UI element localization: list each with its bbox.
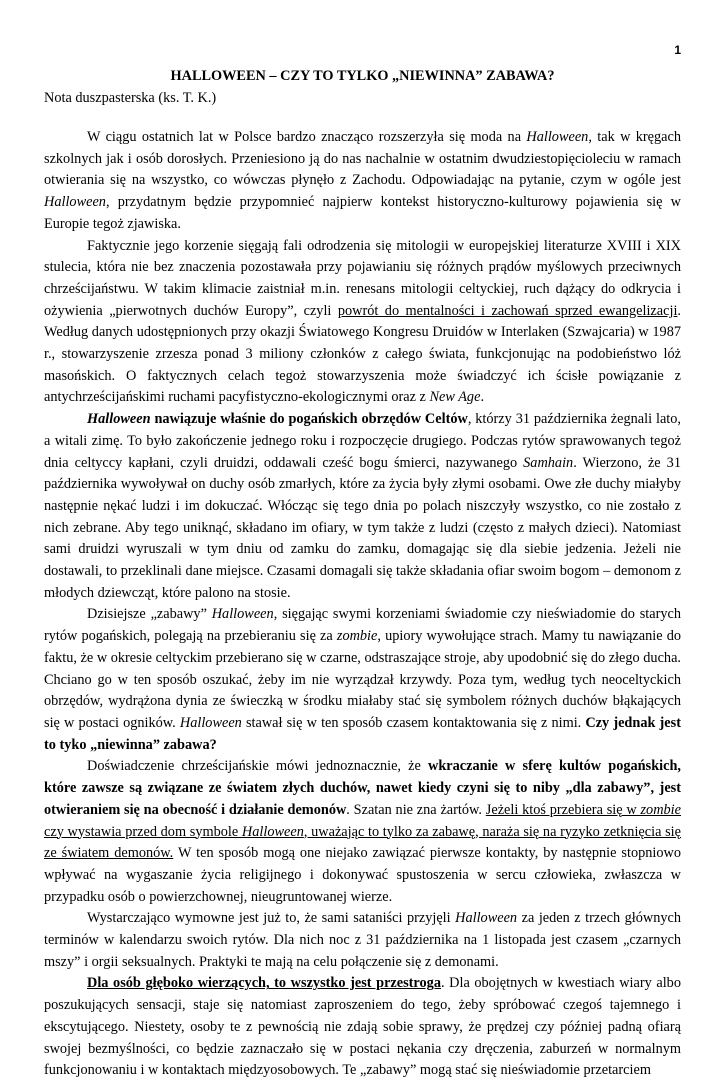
document-page xyxy=(44,0,682,1079)
paragraph-5: Doświadczenie chrześcijańskie mówi jednoznacznie, że wkraczanie w sferę kultów pogańskich, które zawsze są związane ze światem złych duchów, nawet kiedy czyni się to niby „dla zabawy”, jest otwieraniem się na obecność i działanie demonów. Szatan nie zna żartów. Jeżeli ktoś przebiera się w zombie czy wystawia przed dom symbole Halloween, uważając to tylko za zabawę, naraża się na ryzyko zetknięcia się ze światem demonów. W ten sposób mogą one niejako zawiązać pierwsze kontakty, by następnie stopniowo wpływać na wygaszanie życia religijnego i dokonywać spustoszenia w sercu człowieka, zwłaszcza w przypadku osób o powierzchownej, nieugruntowanej wierze. xyxy=(44,758,682,905)
paragraph-3: Halloween nawiązuje właśnie do pogańskich obrzędów Celtów, którzy 31 października żegnali lato, a witali zimę. To było zakończenie jednego roku i rozpoczęcie drugiego. Podczas rytów sprawowanych tegoż dnia celtyccy kapłani, czyli druidzi, oddawali cześć bogu śmierci, nazywanego Samhain. Wierzono, że 31 października wywoływał on duchy osób zmarłych, które za życia były złymi osobami. Owe złe duchy miałyby następnie nękać ludzi i im dokuczać. Włócząc się tego dnia po polach niszczyły wszystko, co nie zostało z nich zebrane. Aby tego uniknąć, składano im ofiary, w tym także z ludzi (często z małych dzieci). Natomiast sami druidzi wyruszali w tym dniu od zamku do zamku, domagając się dla siebie jedzenia. Jeżeli nie dostawali, to przeklinali dane miejsce. Czasami domagali się także składania ofiar swoim bogom – demonom z młodych dziewcząt, które palono na stosie. xyxy=(44,411,681,601)
paragraph-1: W ciągu ostatnich lat w Polsce bardzo znacząco rozszerzyła się moda na Halloween, tak w kręgach szkolnych jak i osób dorosłych. Przeniesiono ją do nas nachalnie w ostatnim dwudziestopięcioleciu w ramach otwierania się na wszystko, co wówczas płynęło z Zachodu. Odpowiadając na pytanie, czym w ogóle jest Halloween, przydatnym będzie przypomnieć najpierw kontekst historyczno-kulturowy pojawienia się w Europie tegoż zjawiska. xyxy=(44,129,681,232)
document-subtitle: Nota duszpasterska (ks. T. K.) xyxy=(44,90,217,106)
page-number: 1 xyxy=(674,43,681,57)
paragraph-4: Dzisiejsze „zabawy” Halloween, sięgając swymi korzeniami świadomie czy nieświadomie do starych rytów pogańskich, polegają na przebieraniu się za zombie, upiory wywołujące strach. Mamy tu nawiązanie do faktu, że w okresie celtyckim przebierano się w czarne, odstraszające stroje, aby upodobnić się do złego ducha. Chciano go w ten sposób oszukać, żeby im nie wyrządzał krzywdy. Poza tym, według tych neoceltyckich obrzędów, wydrążona dynia ze świeczką w środku miałaby stać się symbolem różnych duchów błąkających się w postaci ogników. Halloween stawał się w ten sposób czasem kontaktowania się z nimi. Czy jednak jest to tyko „niewinna” zabawa? xyxy=(44,606,682,753)
paragraph-6: Wystarczająco wymowne jest już to, że sami sataniści przyjęli Halloween za jeden z trzech głównych terminów w kalendarzu swoich rytów. Dla nich noc z 31 października na 1 listopada jest czasem „czarnych mszy” i orgii seksualnych. Praktyki te mają na celu połączenie się z demonami. xyxy=(44,910,682,970)
paragraph-7: Dla osób głęboko wierzących, to wszystko jest przestroga. Dla obojętnych w kwestiach wiary albo poszukujących sensacji, staje się natomiast zaproszeniem do tego, żeby spróbować czegoś tajemnego i ekscytującego. Niestety, osoby te z pewnością nie zdają sobie sprawy, że prędzej czy później padną ofiarą swojej bezmyślności, co będzie zaznaczało się w postaci nękania czy dręczenia, zaburzeń w normalnym funkcjonowaniu i w kontaktach międzyosobowych. Te „zabawy” mogą stać się nieświadomie przetarciem xyxy=(44,975,681,1079)
document-title: HALLOWEEN – CZY TO TYLKO „NIEWINNA” ZABAWA? xyxy=(170,68,555,84)
paragraph-2: Faktycznie jego korzenie sięgają fali odrodzenia się mitologii w europejskiej literaturze XVIII i XIX stulecia, która nie bez znaczenia pozostawała przy pojawianiu się różnych prądów myślowych przeciwnych chrześcijaństwu. W takim klimacie zaistniał m.in. renesans mitologii celtyckiej, ruch dążący do odkrycia i ożywienia „pierwotnych duchów Europy”, czyli powrót do mentalności i zachowań sprzed ewangelizacji. Według danych udostępnionych przy okazji Światowego Kongresu Druidów w Interlaken (Szwajcaria) w 1987 r., stowarzyszenie zrzesza ponad 3 miliony członków z całego świata, funkcjonując na podobieństwo lóż masońskich. O faktycznych celach tegoż stowarzyszenia może świadczyć ich ścisłe powiązanie z antychrześcijańskimi ruchami pacyfistyczno-ekologicznymi oraz z New Age. xyxy=(44,237,681,406)
document-body xyxy=(44,127,681,1082)
